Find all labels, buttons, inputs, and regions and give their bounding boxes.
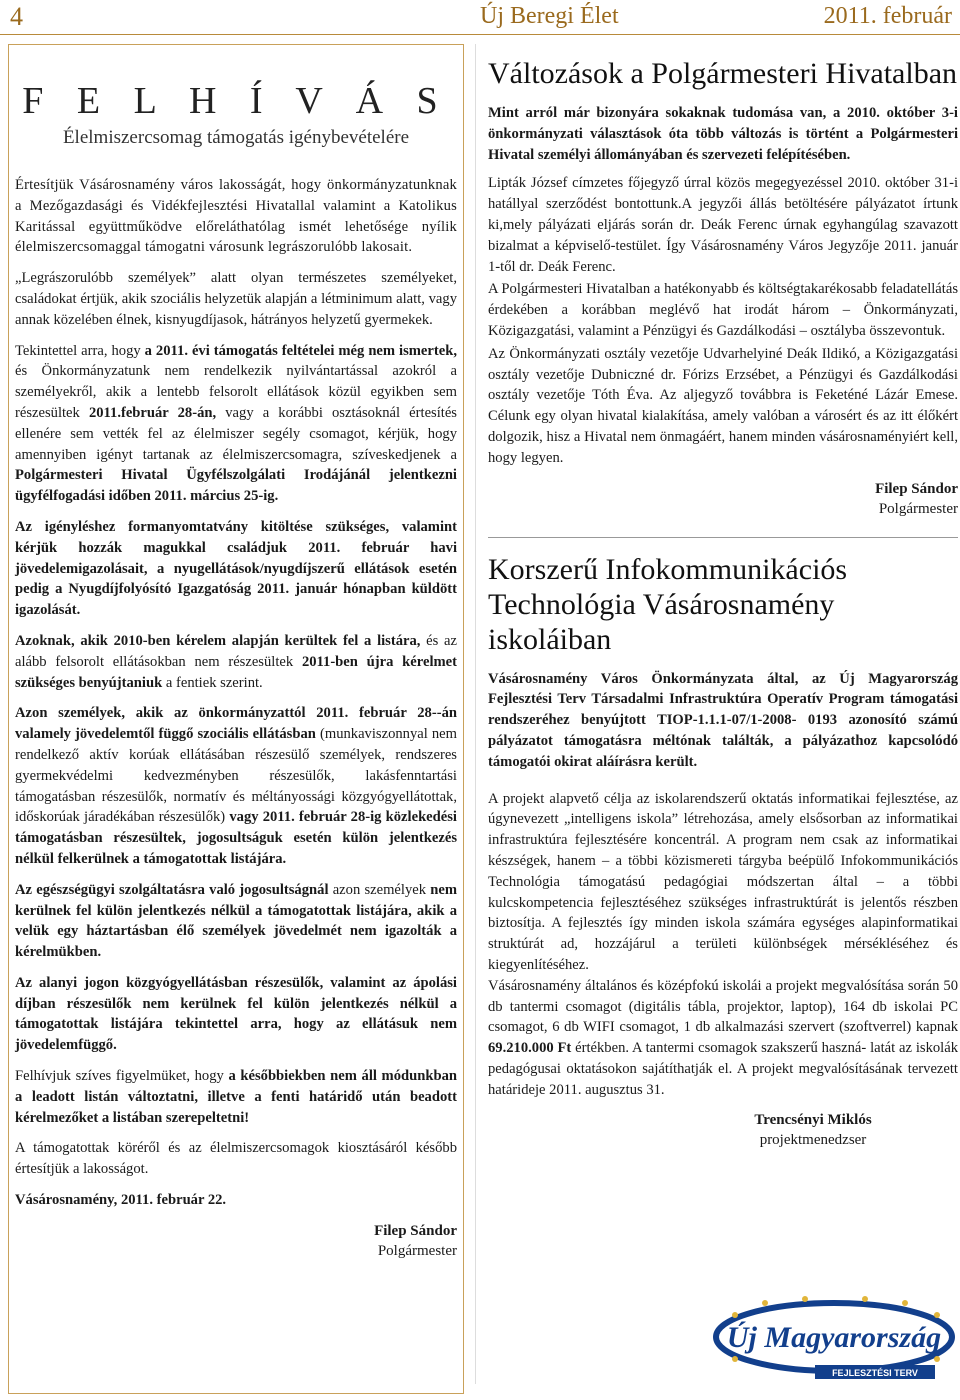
article1-title: Változások a Polgármesteri Hivatalban <box>488 57 958 90</box>
paragraph-conditions: Tekintettel arra, hogy a 2011. évi támogatás feltételei még nem ismertek, és Önkormányzatunk nem rendelkezik nyilvántartással azokról a személyekről, akik a lentebb felsorolt ellátások közül egyikben sem részesültek 2011.február 28-án, vagy a korábbi osztásoknál értesítés ellenére sem vették fel az élelmiszer segély csomagot, kérjük, hogy amennyiben igényt tartanak az élelmiszercsomagra, szíveskedjenek a Polgármesteri Hivatal Ügyfélszolgálati Irodájánál jelentkezni ügyfélfogadási időben 2011. március 25-ig. <box>15 342 457 505</box>
left-column <box>8 44 464 1394</box>
place-date: Vásárosnamény, 2011. február 22. <box>15 1192 227 1209</box>
paragraph-beneficiaries: Azon személyek, akik az önkormányzattól 2011. február 28--án valamely jövedelemtől függő szociális ellátásban (munkaviszonnyal nem rendelkező aktív korúak ellátásában részesülő személyek, rendszeres gyermekvédelmi kedvezményben részesülők, lakásfenntartási támogatásban részesülők, normatív és méltányossági közgyógyellátottak, időskorúak járadékában részesülők) vagy 2011. február 28-ig közlekedési támogatásban részesültek, jogosultságuk esetén külön jelentkezés nélkül felkerülnek a támogatottak listájára. <box>15 705 457 867</box>
article1-signature-title: Polgármester <box>878 500 958 517</box>
paragraph-notify: A támogatottak köréről és az élelmiszercsomagok kiosztásáról később értesítjük a lakosságot. <box>15 1140 457 1178</box>
logo-text: Új Magyarország <box>726 1321 942 1354</box>
article1-lead: Mint arról már bizonyára sokaknak tudomása van, a 2010. október 3-i önkormányzati választások óta több változás is történt a Polgármesteri Hivatal személyi állományában és szervezeti felépítésében. <box>488 105 958 163</box>
paragraph-definition: „Legrászorulóbb személyek” alatt olyan természetes személyeket, családokat értjük, akik szociális helyzetük alapján a létminimum alatt, vagy annak közelében élnek, kisnyugdíjasok, hátrányos helyzetű gyermekek. <box>15 270 457 328</box>
page-header <box>0 0 960 35</box>
article2-title: Korszerű Infokommunikációs Technológia Vásárosnamény iskoláiban <box>488 552 848 656</box>
publication-name: Új Beregi Élet <box>480 3 619 29</box>
paragraph-reapply: Azoknak, akik 2010-ben kérelem alapján kerültek fel a listára, és az alább felsorolt ellátásokban nem részesültek 2011-ben újra kérelmet szükséges benyújtaniuk a fentiek szerint. <box>15 632 457 691</box>
intro-paragraph: Értesítjük Vásárosnamény város lakosságát, hogy önkormányzatunknak a Mezőgazdasági és Vidékfejlesztési Hivatallal valamint a Katolikus Karitással együttműködve előreláthatólag ismét lehetősége nyílik élelmiszercsomaggal támogatni városunk legrászorulóbb lakosait. <box>15 177 457 256</box>
notice-title: F E L H Í V Á S <box>22 80 450 122</box>
issue-date: 2011. február <box>823 3 952 29</box>
article2-paragraph1: A projekt alapvető célja az iskolarendszerű oktatás informatikai fejlesztése, az úgynevezett „intelligens iskola” létrehozása, amely elsősorban az informatikai infrastruktúra fejlesztésére koncentrál. A program nem csak az informatikai készségek, hanem – a többi közismereti tárgyba beépülő Infokommunikációs Technológia támogatású pedagógiai módszertan által – a többi kulcskompetencia fejlesztéséhez szükséges infrastruktúrát is jelentős részben biztosítja. A fejlesztés így minden iskola számára egységes alapinformatikai struktúrát ad, hozzájárul a területi különbségek mérsékléséhez és kiegyenlítéséhez. <box>488 790 958 973</box>
article1-paragraph1: Lipták József címzetes főjegyző úrral közös megegyezéssel 2010. október 31-i hatállyal szerződést bontottunk.A jegyzői állás betöltésére pályázatot írtunk ki,mely pályázati eljárás során dr. Deák Ferenc úrnak egyhangúlag szavazott bizalmat a képviselő-testület. Így Vásárosnamény Város Jegyzője 2011. január 1-től dr. Deák Ferenc. <box>488 175 958 275</box>
paragraph-warning: Felhívjuk szíves figyelmüket, hogy a későbbiekben nem áll módunkban a leadott listán változtatni, illetve a fenti határidő után beadott kérelmezőket a listában szerepeltetni! <box>15 1068 457 1126</box>
article-separator <box>488 537 958 538</box>
article1-paragraph2: A Polgármesteri Hivatalban a hatékonyabb és költségtakarékosabb feladatellátás érdekében a korábban meglévő hat irodát három – Önkormányzati, Közigazgatási, valamint a Pénzügyi és Gazdálkodási – osztályba összevontuk. <box>488 281 958 339</box>
article2-signature-title: projektmenedzser <box>759 1132 867 1149</box>
column-divider <box>475 44 476 1384</box>
article2-paragraph2: Vásárosnamény általános és középfokú iskolái a projekt megvalósítása során 50 db tantermi csomagot (digitális tábla, projektor, laptop), 164 db iskolai PC csomagot, 6 db WIFI csomagot, 1 db alkalmazási szervert (szoftverrel) kapnak 69.210.000 Ft értékben. A tantermi csomagok szakszerű haszná- latát az iskolák pedagógusai oktatásokon sajátíthatják el. A projekt megvalósításának tervezett határideje 2011. augusztus 31. <box>488 977 958 1098</box>
paragraph-health: Az egészségügyi szolgáltatásra való jogosultságnál azon személyek nem kerülnek fel külön jelentkezés nélkül a támogatottak listájára, akik a velük egy háztartásban élő személyek jövedelmét nem igazolták a kérelmükben. <box>15 881 457 961</box>
signature-title: Polgármester <box>377 1242 457 1259</box>
signature-name: Filep Sándor <box>374 1222 457 1239</box>
article1-paragraph3: Az Önkormányzati osztály vezetője Udvarhelyiné Deák Ildikó, a Közigazgatási osztály vezetője Dubniczné dr. Fórizs Erzsébet, a Pénzügyi és Gazdálkodási osztály vezetője Tóth Éva. Az aljegyző továbbra is Feketéné Lázár Emese. Célunk egy olyan hivatal kialakítása, amely valóban a városért és az itt élőkért dolgozik, hisz a Hivatal nem önmagáért, hanem minden vásárosnaményiért kell, hogy legyen. <box>488 345 958 466</box>
logo-subtext: FEJLESZTÉSI TERV <box>832 1368 918 1378</box>
page-number: 4 <box>10 2 23 31</box>
notice-subtitle: Élelmiszercsomag támogatás igénybevételére <box>62 127 410 148</box>
article2-signature-name: Trencsényi Miklós <box>754 1112 872 1129</box>
right-column <box>488 44 958 1150</box>
paragraph-care: Az alanyi jogon közgyógyellátásban részesülők, valamint az ápolási díjban részesülők nem kerülnek fel külön jelentkezés nélkül a támogatottak listájára tekintettel arra, hogy az ellátásuk nem jövedelemfüggő. <box>15 974 457 1054</box>
logo-graphic <box>705 1295 960 1395</box>
article2-lead: Vásárosnamény Város Önkormányzata által, az Új Magyarország Fejlesztési Terv Társadalmi Infrastruktúra Operatív Program támogatási rendszeréhez benyújtott TIOP-1.1.1-07/1-2008- 0193 azonosító számú pályázatot támogatásra méltónak találták, a pályázathoz kapcsolódó támogatói okirat aláírásra került. <box>488 670 958 770</box>
uj-magyarorszag-logo <box>705 1295 960 1395</box>
article1-signature-name: Filep Sándor <box>875 480 958 497</box>
notice-box <box>8 44 464 1394</box>
paragraph-documents: Az igényléshez formanyomtatvány kitöltése szükséges, valamint kérjük hozzák magukkal családjuk 2011. február havi jövedelemigazolásait, a nyugellátások/nyugdíjszerű ellátások esetén pedig a Nyugdíjfolyósító Igazgatóság 2011. január hónapban küldött igazolását. <box>15 518 457 619</box>
